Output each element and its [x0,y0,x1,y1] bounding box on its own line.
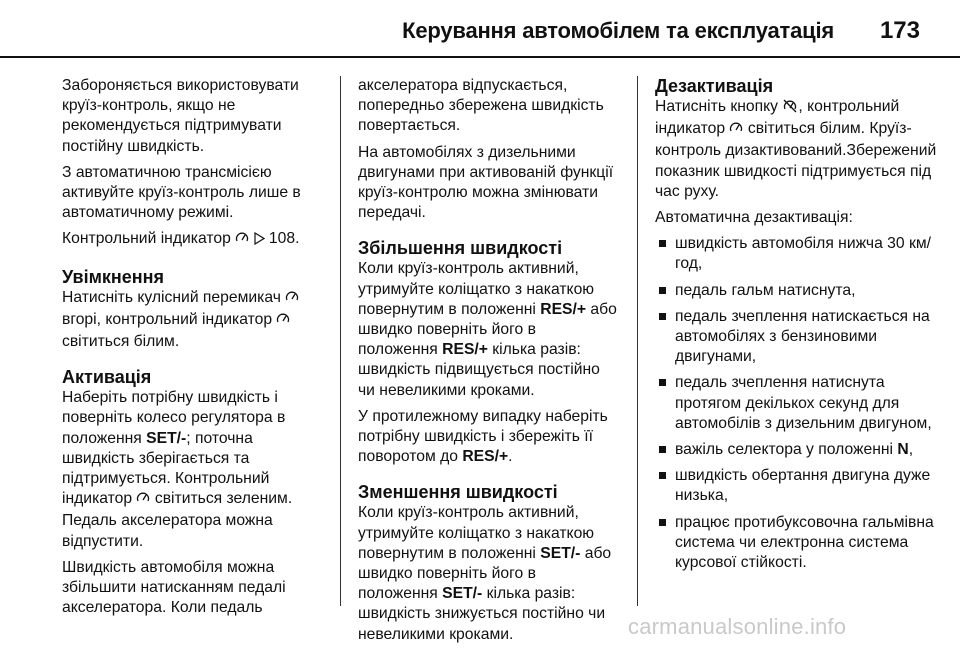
paragraph: З автоматичною трансмісією активуйте круїз-контроль лише в автоматичному режимі. [62,163,301,222]
header-rule [0,56,960,58]
bold-label: SET/- [146,429,187,447]
cruise-control-icon [276,312,290,332]
paragraph-text: , контрольний індикатор [655,98,900,138]
paragraph-text: світиться білим. Круїз-контроль дизактивований.Збережений показник швидкості підтримується під час руху. [655,120,937,200]
paragraph [62,229,324,251]
paragraph [358,259,620,400]
cruise-cancel-icon [782,99,798,119]
paragraph-text: світиться білим. [62,333,180,351]
cruise-control-icon [136,491,150,511]
reference-arrow-icon [254,231,265,251]
cruise-control-icon [729,121,743,141]
paragraph-text: або швидко поверніть його в положення [358,544,612,603]
cruise-control-icon [235,231,249,251]
list-item: педаль гальм натиснута, [655,281,937,301]
bold-label: N [897,441,909,459]
list-item: педаль зчеплення натискається на автомобілях з бензиновими двигунами, [655,307,937,368]
paragraph: акселератора відпускається, попередньо збережена швидкість повертається. [358,77,604,135]
paragraph [62,288,324,353]
paragraph [358,503,620,644]
paragraph: На автомобілях з дизельними двигунами при активованій функції круїз-контролю можна змінювати передачі. [358,143,614,222]
paragraph-text: У протилежному випадку наберіть потрібну швидкість і збережіть її поворотом до [358,407,608,466]
paragraph [358,407,620,468]
column-divider [637,76,638,606]
paragraph [62,388,324,552]
list-item: педаль зчеплення натиснута протягом декількох секунд для автомобілів з дизельним двигуном, [655,373,937,434]
paragraph-text: кілька разів: швидкість підвищується постійно чи невеликими кроками. [358,341,600,399]
page-header [0,0,960,56]
bold-label: RES/+ [462,448,509,466]
page-number: 173 [879,17,920,44]
column-2 [358,76,620,651]
bold-label: SET/- [442,585,483,603]
paragraph: Автоматична дезактивація: [655,209,853,227]
paragraph-text: Наберіть потрібну швидкість і поверніть колесо регулятора в положення [62,389,286,447]
list-item: швидкість автомобіля нижча 30 км/год, [655,234,937,274]
paragraph: Забороняється використовувати круїз-контроль, якщо не рекомендується підтримувати постійну швидкість. [62,77,299,155]
paragraph-text: кілька разів: швидкість знижується постійно чи невеликими кроками. [358,585,606,643]
paragraph-text: Натисніть кнопку [655,98,778,115]
column-3 [655,76,937,579]
paragraph-text: світиться зеленим. Педаль акселератора можна відпустити. [62,490,293,550]
bold-label: SET/- [540,544,581,562]
section-heading: Дезактивація [655,76,774,96]
bold-label: RES/+ [540,300,587,318]
column-1 [62,76,324,624]
list-item: швидкість обертання двигуна дуже низька, [655,466,937,506]
paragraph-text: Коли круїз-контроль активний, утримуйте коліщатко з накаткою повернутим в положенні [358,260,595,318]
bold-label: RES/+ [442,341,488,359]
list-item [655,440,937,460]
paragraph-text: Коли круїз-контроль активний, утримуйте коліщатко з накаткою повернутим в положенні [358,504,595,562]
watermark: carmanualsonline.info [628,614,847,639]
list-item-text: важіль селектора у положенні [675,441,894,459]
list-item-text: , [908,441,914,459]
section-heading: Зменшення швидкості [358,482,558,503]
section-heading: Активація [62,367,152,388]
paragraph-text: ; поточна швидкість зберігається та підтримується. Контрольний індикатор [62,429,270,508]
paragraph-text: Натисніть кулісний перемикач [62,288,281,306]
auto-deactivation-list [655,234,937,573]
paragraph-text: або швидко поверніть його в положення [358,300,617,359]
section-heading: Збільшення швидкості [358,238,563,259]
cruise-control-icon [285,290,299,310]
paragraph-text: вгорі, контрольний індикатор [62,310,273,328]
page-reference: 108. [268,230,300,248]
column-divider [340,76,341,606]
paragraph [655,97,937,202]
paragraph-text: . [508,448,513,466]
list-item: працює протибуксовочна гальмівна система чи електронна система курсової стійкості. [655,513,937,574]
section-heading: Увімкнення [62,266,165,287]
paragraph-text: Контрольний індикатор [62,230,231,248]
paragraph: Швидкість автомобіля можна збільшити натисканням педалі акселератора. Коли педаль [62,558,286,617]
page-title: Керування автомобілем та експлуатація [402,18,834,43]
